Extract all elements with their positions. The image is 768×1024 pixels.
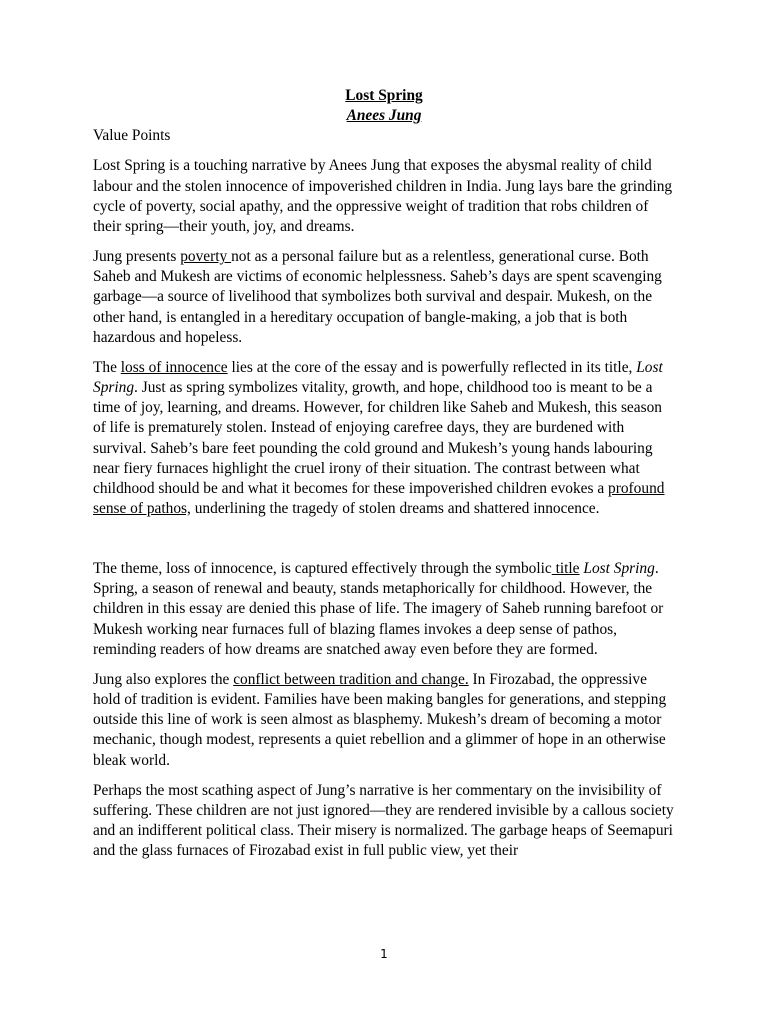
document-page [93, 86, 675, 871]
document-author: Anees Jung [346, 107, 422, 125]
paragraph-theme [93, 559, 675, 660]
paragraph-poverty [93, 247, 675, 348]
paragraph-text: In Firozabad, the oppressive hold of tradition is evident. Families have been making bangles for generations, and stepping outside this line of work is seen almost as blasphemy. Mukesh’s dream of becoming a motor mechanic, though modest, represents a quiet rebellion and a glimmer of hope in an otherwise bleak world. [93, 670, 667, 769]
paragraph-tradition [93, 670, 675, 771]
italic-title: Lost Spring [93, 358, 663, 397]
underlined-phrase: profound sense of pathos, [93, 479, 665, 517]
paragraph-text: The theme, loss of innocence, is captured effectively through the symbolic [93, 560, 552, 578]
paragraph-invisibility: Perhaps the most scathing aspect of Jung’s narrative is her commentary on the invisibility of suffering. These children are not just ignored—they are rendered invisible by a callous society and an indifferent political class. Their misery is normalized. The garbage heaps of Seemapuri and the glass furnaces of Firozabad exist in full public view, yet their [93, 781, 674, 860]
paragraph-text: underlining the tragedy of stolen dreams and shattered innocence. [190, 499, 600, 517]
paragraph-text: . Just as spring symbolizes vitality, growth, and hope, childhood too is meant to be a time of joy, learning, and dreams. However, for children like Saheb and Mukesh, this season of life is prematurely stolen. Instead of enjoying carefree days, they are burdened with survival. Saheb’s bare feet pounding the cold ground and Mukesh’s young hands labouring near fiery furnaces highlight the cruel irony of their situation. The contrast between what childhood should be and what it becomes for these impoverished children evokes a [93, 379, 662, 497]
paragraph-text: not as a personal failure but as a relentless, generational curse. Both Saheb and Mukesh are victims of economic helplessness. Saheb’s days are spent scavenging garbage—a source of livelihood that symbolizes both survival and despair. Mukesh, on the other hand, is entangled in a hereditary occupation of bangle-making, a job that is both hazardous and hopeless. [93, 248, 662, 346]
underlined-phrase: conflict between tradition and change. [233, 670, 469, 688]
paragraph-text: Jung also explores the [93, 670, 234, 688]
paragraph-text: . Spring, a season of renewal and beauty, stands metaphorically for childhood. However, the children in this essay are denied this phase of life. The imagery of Saheb running barefoot or Mukesh working near furnaces full of blazing flames invokes a deep sense of pathos, reminding readers of how dreams are snatched away even before they are formed. [93, 560, 664, 658]
underlined-phrase: poverty [180, 248, 232, 266]
document-title: Lost Spring [345, 87, 423, 104]
underlined-phrase: title [551, 560, 580, 578]
paragraph-text: Jung presents [93, 248, 181, 266]
section-label: Value Points [93, 127, 171, 145]
underlined-phrase: loss of innocence [120, 358, 228, 376]
paragraph-text: lies at the core of the essay and is powerfully reflected in its title, [227, 358, 637, 376]
paragraph-intro: Lost Spring is a touching narrative by Anees Jung that exposes the abysmal reality of child labour and the stolen innocence of impoverished children in India. Jung lays bare the grinding cycle of poverty, social apathy, and the oppressive weight of tradition that robs children of their spring—their youth, joy, and dreams. [93, 157, 673, 235]
italic-title: Lost Spring [583, 560, 655, 578]
paragraph-loss-of-innocence [93, 358, 675, 519]
page-number: 1 [380, 947, 388, 961]
paragraph-text: The [93, 358, 121, 376]
